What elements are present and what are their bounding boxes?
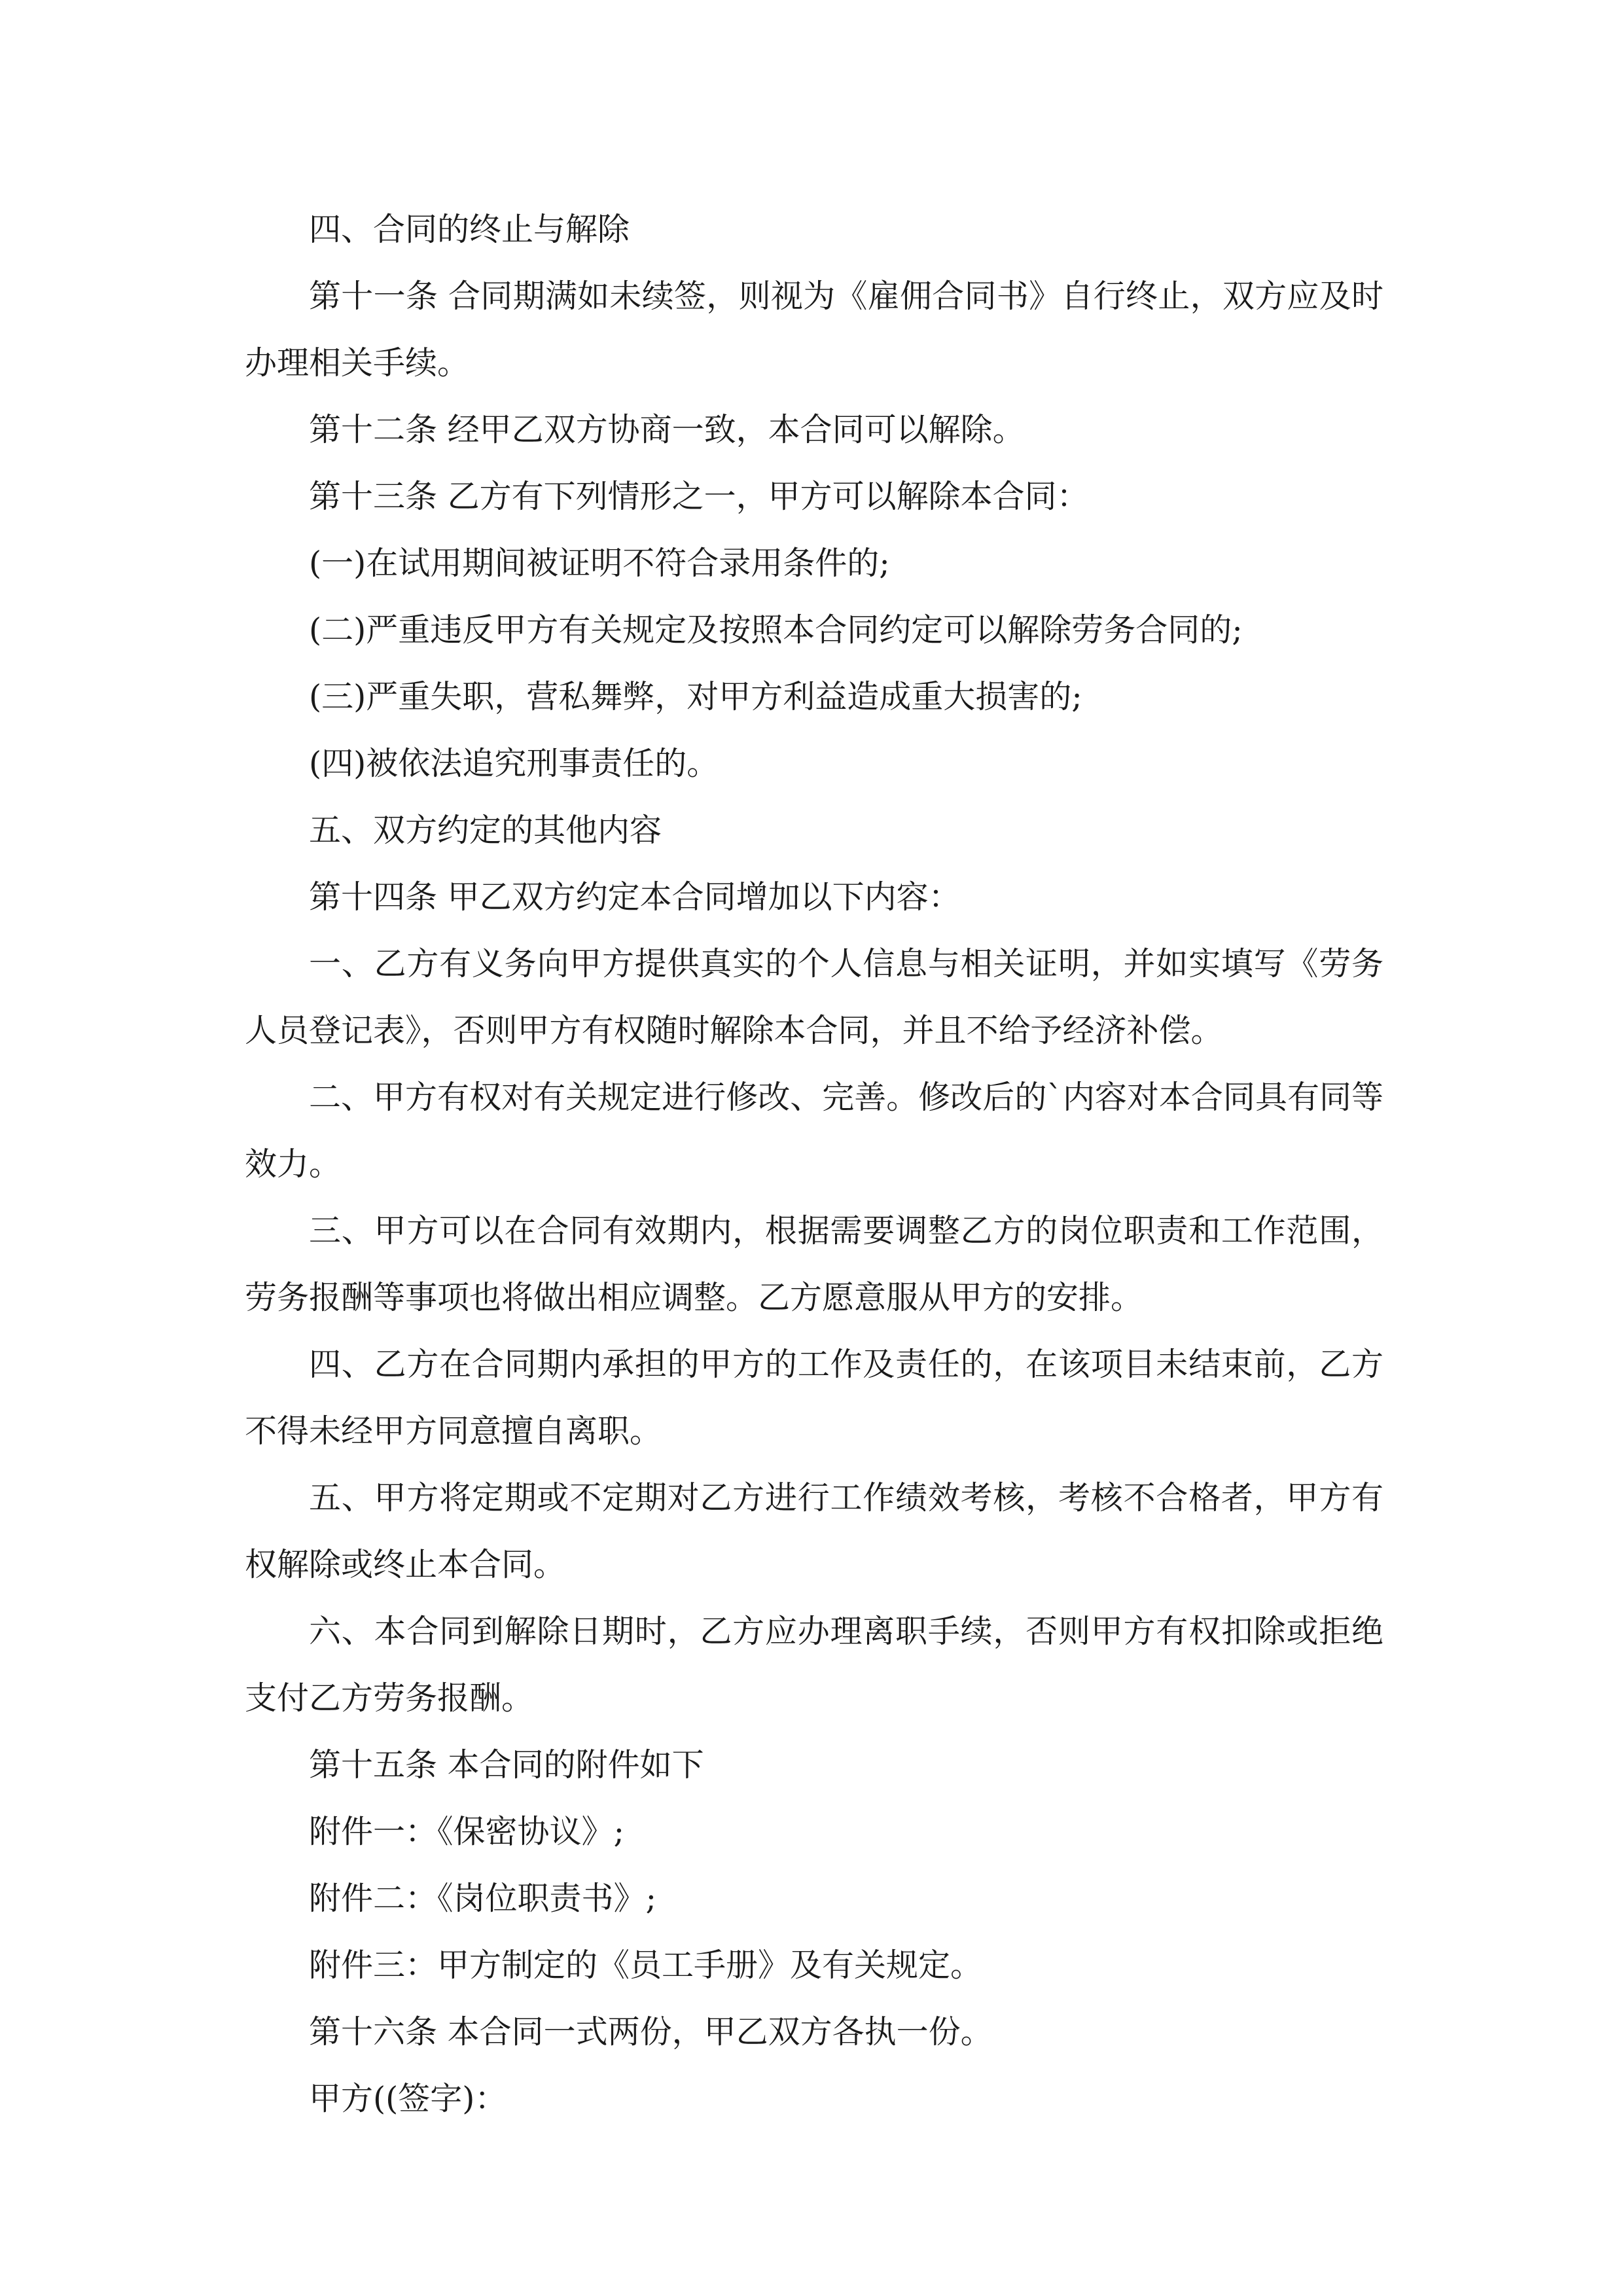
article-14-item-3: 三、甲方可以在合同有效期内，根据需要调整乙方的岗位职责和工作范围，劳务报酬等事项也将做出相应调整。乙方愿意服从甲方的安排。 bbox=[245, 1212, 1383, 1316]
article-15: 第十五条 本合同的附件如下 bbox=[309, 1746, 704, 1784]
article-14-item-4: 四、乙方在合同期内承担的甲方的工作及责任的，在该项目未结束前，乙方不得未经甲方同意擅自离职。 bbox=[245, 1346, 1383, 1450]
attachment-1: 附件一：《保密协议》; bbox=[309, 1813, 625, 1850]
party-a-signature-line: 甲方((签字)： bbox=[309, 2080, 507, 2117]
article-12: 第十二条 经甲乙双方协商一致，本合同可以解除。 bbox=[309, 411, 1025, 448]
article-14-item-5: 五、甲方将定期或不定期对乙方进行工作绩效考核，考核不合格者，甲方有权解除或终止本合同。 bbox=[245, 1479, 1383, 1583]
article-11: 第十一条 合同期满如未续签，则视为《雇佣合同书》自行终止，双方应及时办理相关手续。 bbox=[245, 278, 1383, 382]
article-14-item-1: 一、乙方有义务向甲方提供真实的个人信息与相关证明，并如实填写《劳务人员登记表》，否则甲方有权随时解除本合同，并且不给予经济补偿。 bbox=[245, 945, 1383, 1049]
article-13-item-3: (三)严重失职，营私舞弊，对甲方利益造成重大损害的; bbox=[309, 678, 1082, 715]
article-14-item-6: 六、本合同到解除日期时，乙方应办理离职手续，否则甲方有权扣除或拒绝支付乙方劳务报酬。 bbox=[245, 1613, 1383, 1717]
attachment-2: 附件二：《岗位职责书》; bbox=[309, 1880, 657, 1917]
section-heading-other-terms: 五、双方约定的其他内容 bbox=[309, 812, 662, 849]
article-13-item-1: (一)在试用期间被证明不符合录用条件的; bbox=[309, 545, 890, 582]
article-16: 第十六条 本合同一式两份，甲乙双方各执一份。 bbox=[309, 2013, 993, 2051]
attachment-3: 附件三：甲方制定的《员工手册》及有关规定。 bbox=[309, 1946, 983, 1984]
article-13-item-2: (二)严重违反甲方有关规定及按照本合同约定可以解除劳务合同的; bbox=[309, 611, 1243, 649]
document-page bbox=[245, 196, 1383, 2132]
article-14: 第十四条 甲乙双方约定本合同增加以下内容： bbox=[309, 878, 961, 916]
article-13: 第十三条 乙方有下列情形之一，甲方可以解除本合同： bbox=[309, 478, 1089, 515]
article-13-item-4: (四)被依法追究刑事责任的。 bbox=[309, 745, 719, 782]
section-heading-termination: 四、合同的终止与解除 bbox=[309, 211, 630, 248]
article-14-item-2: 二、甲方有权对有关规定进行修改、完善。修改后的`内容对本合同具有同等效力。 bbox=[245, 1079, 1383, 1183]
